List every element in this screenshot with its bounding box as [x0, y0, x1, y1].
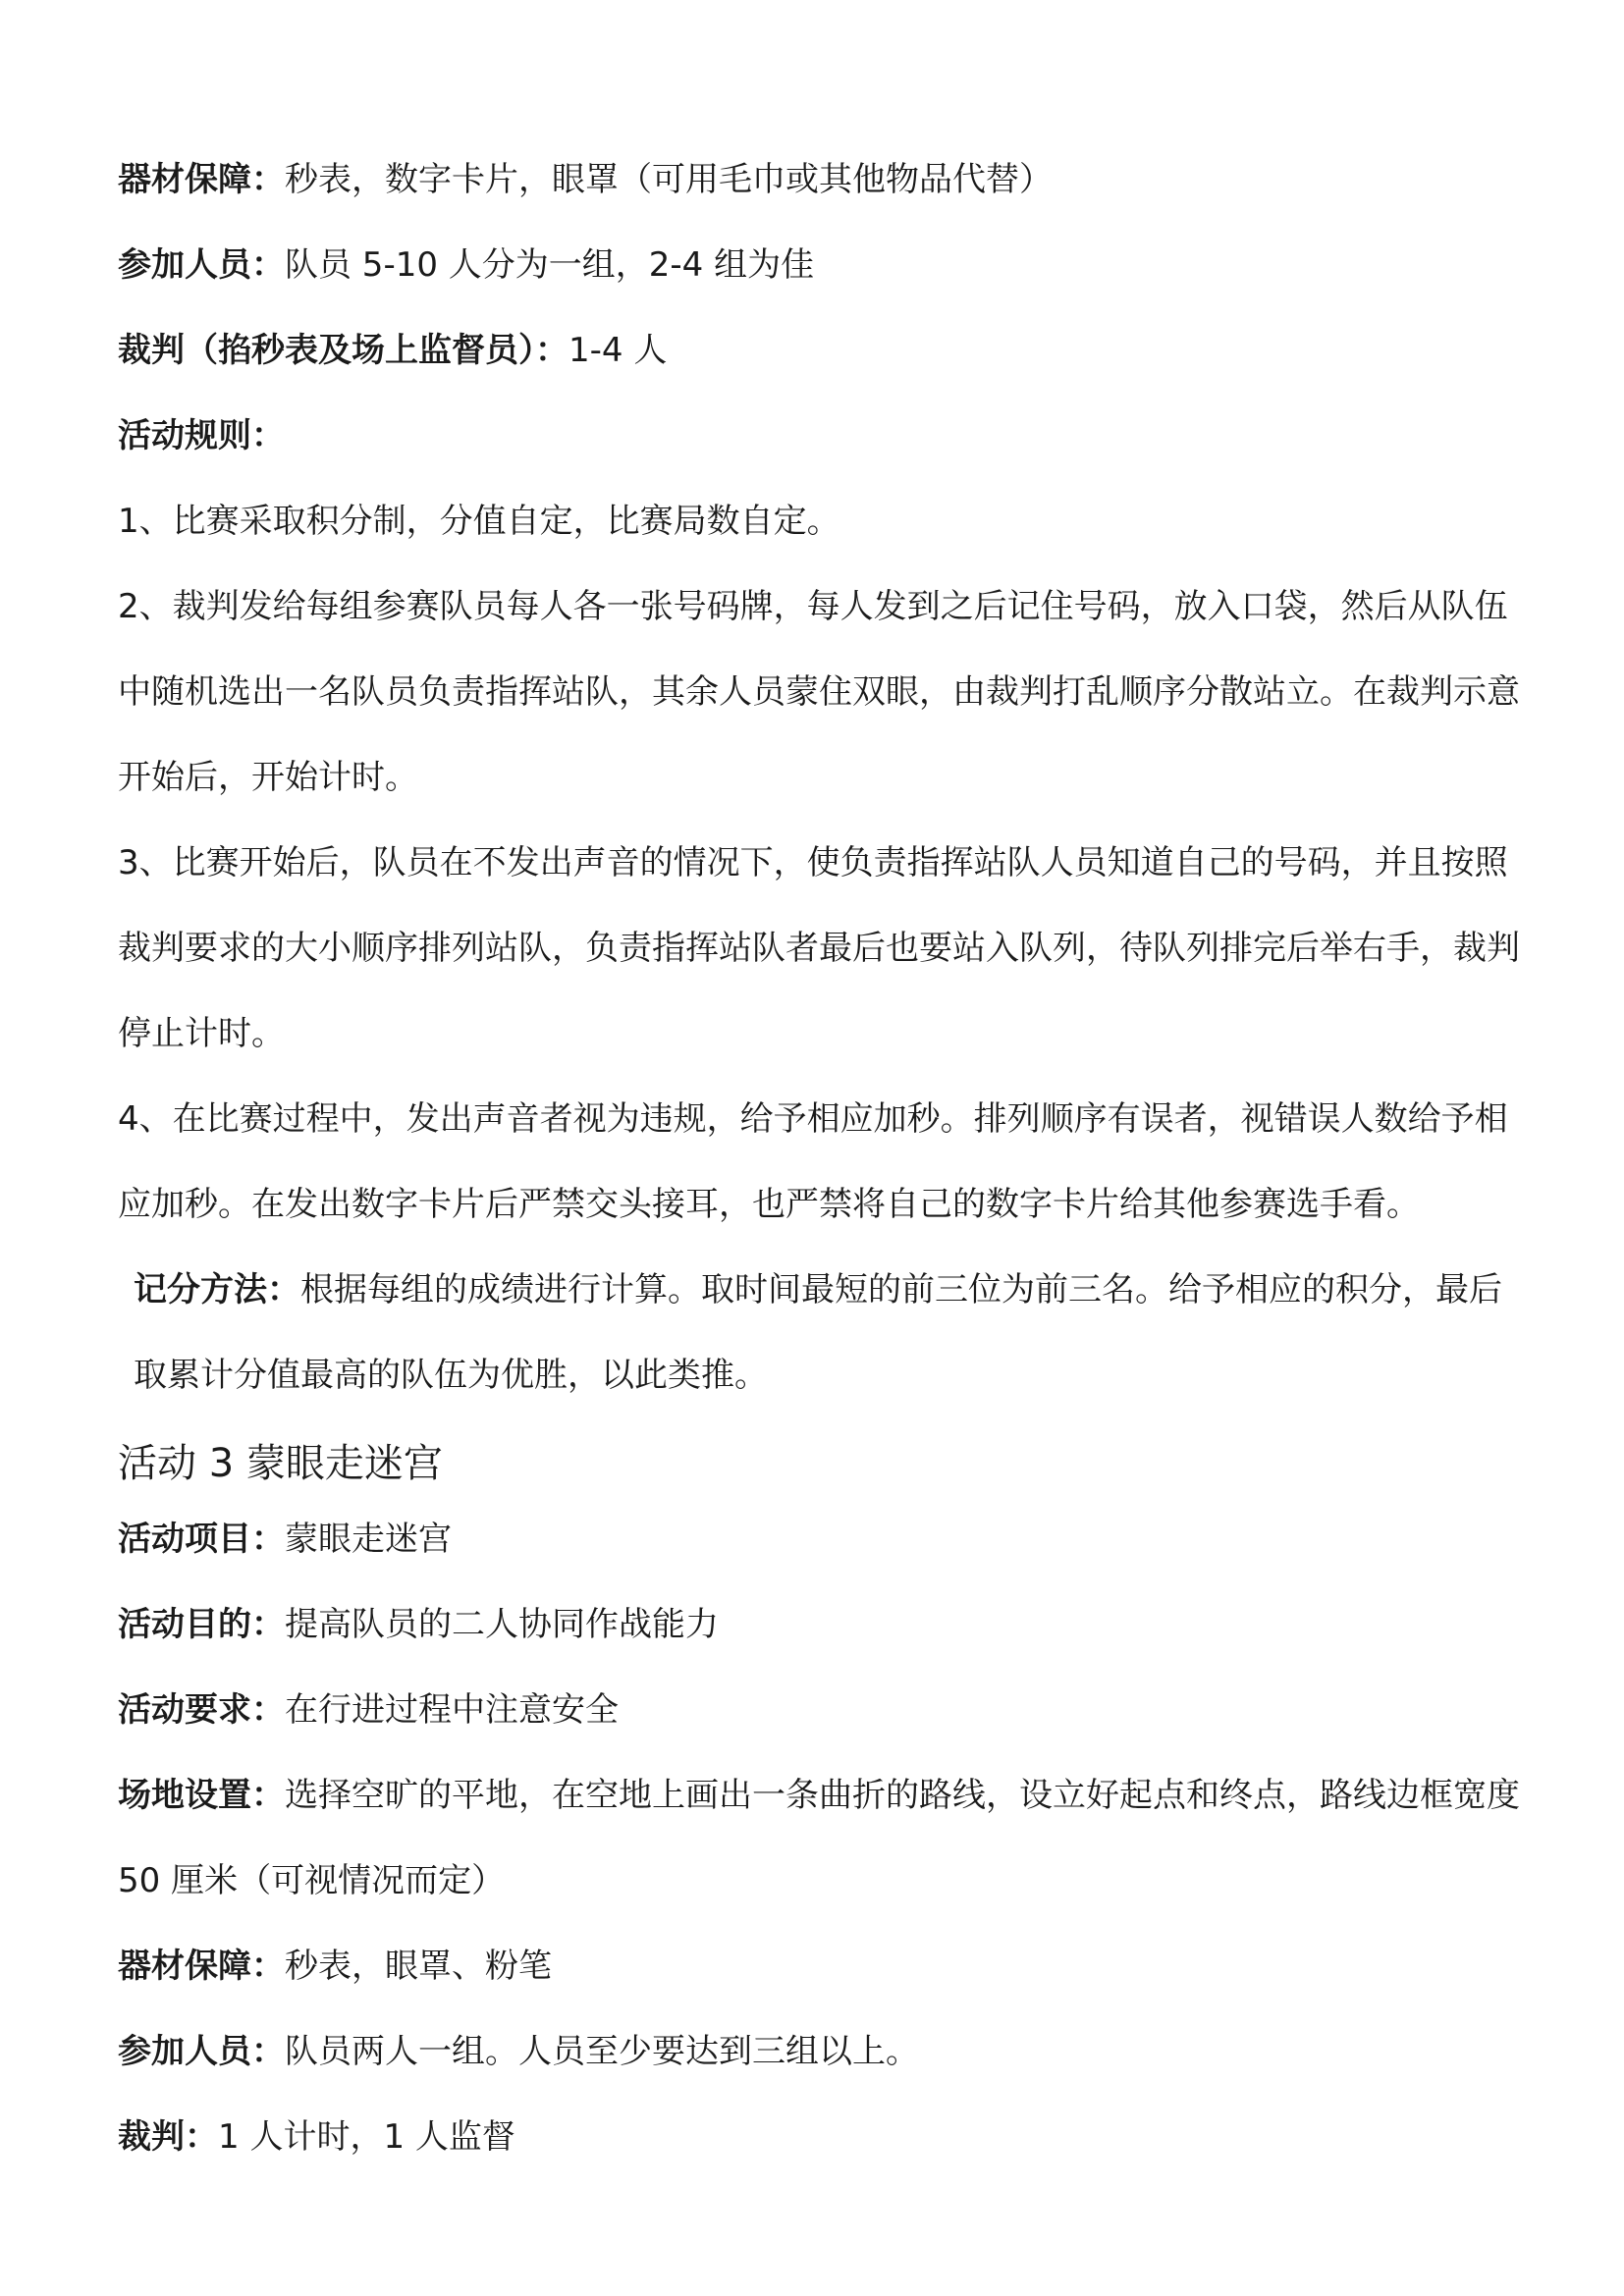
project-text: 蒙眼走迷宫 [285, 1520, 452, 1559]
venue-label: 场地设置： [118, 1776, 285, 1815]
equipment-line [118, 137, 1522, 223]
participants3-label: 参加人员： [118, 2032, 285, 2071]
project-label: 活动项目： [118, 1520, 285, 1559]
requirement-label: 活动要求： [118, 1690, 285, 1730]
participants-text: 队员 5-10 人分为一组，2-4 组为佳 [285, 245, 815, 285]
participants-line [118, 223, 1522, 308]
referee3-label: 裁判： [118, 2117, 218, 2157]
referee-text: 1-4 人 [568, 331, 668, 370]
referee3-text: 1 人计时，1 人监督 [218, 2117, 515, 2157]
venue-line [118, 1753, 1522, 1924]
requirement-line [118, 1668, 1522, 1753]
referee-label: 裁判（掐秒表及场上监督员）： [118, 331, 568, 370]
purpose-line [118, 1582, 1522, 1668]
equipment3-line [118, 1924, 1522, 2009]
venue-text: 选择空旷的平地，在空地上画出一条曲折的路线，设立好起点和终点，路线边框宽度 50 厘米（可视情况而定） [118, 1776, 1520, 1900]
participants3-line [118, 2009, 1522, 2095]
scoring-text: 根据每组的成绩进行计算。取时间最短的前三位为前三名。给予相应的积分，最后取累计分值最高的队伍为优胜，以此类推。 [134, 1270, 1502, 1395]
equipment-label: 器材保障： [118, 160, 285, 199]
participants-label: 参加人员： [118, 245, 285, 285]
scoring-line [118, 1248, 1522, 1418]
project-line [118, 1497, 1522, 1582]
rule-item: 3、比赛开始后，队员在不发出声音的情况下，使负责指挥站队人员知道自己的号码，并且按照裁判要求的大小顺序排列站队，负责指挥站队者最后也要站入队列，待队列排完后举右手，裁判停止计时。 [118, 843, 1520, 1053]
equipment3-text: 秒表，眼罩、粉笔 [285, 1947, 552, 1986]
purpose-label: 活动目的： [118, 1605, 285, 1644]
equipment3-label: 器材保障： [118, 1947, 285, 1986]
requirement-text: 在行进过程中注意安全 [285, 1690, 619, 1730]
referee-line [118, 308, 1522, 394]
equipment-text: 秒表，数字卡片，眼罩（可用毛巾或其他物品代替） [285, 160, 1053, 199]
participants3-text: 队员两人一组。人员至少要达到三组以上。 [285, 2032, 919, 2071]
referee3-line [118, 2095, 1522, 2180]
rule-item: 1、比赛采取积分制，分值自定，比赛局数自定。 [118, 502, 840, 541]
activity3-heading: 活动 3 蒙眼走迷宫 [118, 1441, 443, 1486]
purpose-text: 提高队员的二人协同作战能力 [285, 1605, 719, 1644]
scoring-label: 记分方法： [134, 1270, 300, 1309]
rules-heading: 活动规则： [118, 416, 285, 455]
rule-item: 2、裁判发给每组参赛队员每人各一张号码牌，每人发到之后记住号码，放入口袋，然后从队伍中随机选出一名队员负责指挥站队，其余人员蒙住双眼，由裁判打乱顺序分散站立。在裁判示意开始后，开始计时。 [118, 587, 1520, 797]
rule-item: 4、在比赛过程中，发出声音者视为违规，给予相应加秒。排列顺序有误者，视错误人数给予相应加秒。在发出数字卡片后严禁交头接耳，也严禁将自己的数字卡片给其他参赛选手看。 [118, 1099, 1508, 1224]
document-page [118, 137, 1522, 2180]
